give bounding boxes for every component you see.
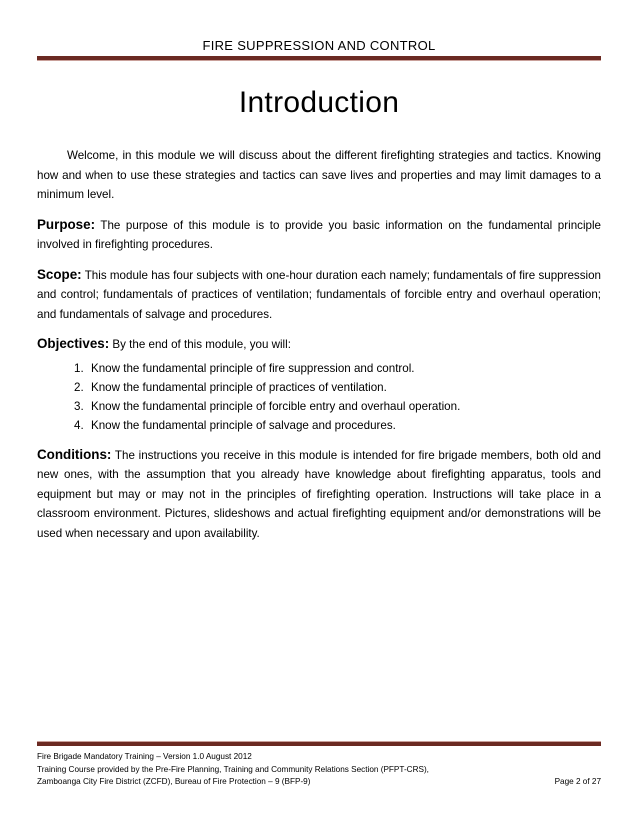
conditions-text: The instructions you receive in this module is intended for fire brigade members, both old and new ones, with the assumption that you already have knowledge about firefighting apparatus, tools and equipment but may or may not in the principles of firefighting operation. Instructions will take place in a classroom environment. Pictures, slideshows and actual firefighting equipment and/or demonstrations will be used when necessary and upon availability. — [37, 448, 601, 540]
list-item-text: Know the fundamental principle of fire suppression and control. — [91, 361, 415, 375]
list-item-text: Know the fundamental principle of salvage and procedures. — [91, 418, 396, 432]
header-divider — [37, 56, 601, 61]
footer-line-2: Training Course provided by the Pre-Fire Planning, Training and Community Relations Section (PFPT-CRS), — [37, 764, 429, 774]
list-item-text: Know the fundamental principle of forcible entry and overhaul operation. — [91, 399, 461, 413]
conditions-paragraph — [37, 445, 601, 544]
list-number: 3. — [74, 399, 84, 413]
list-item — [37, 397, 601, 416]
purpose-paragraph — [37, 215, 601, 255]
page-title: Introduction — [238, 86, 400, 119]
objectives-list — [37, 359, 601, 435]
purpose-label: Purpose: — [37, 216, 96, 232]
objectives-text: By the end of this module, you will: — [109, 338, 291, 351]
footer-line-1: Fire Brigade Mandatory Training – Version 1.0 August 2012 — [37, 752, 252, 761]
page-number: Page 2 of 27 — [554, 777, 601, 786]
objectives-paragraph — [37, 334, 601, 355]
document-body — [37, 146, 601, 553]
page-footer — [37, 751, 601, 789]
objectives-label: Objectives: — [37, 336, 110, 351]
purpose-text: The purpose of this module is to provide you basic information on the fundamental principle involved in firefighting procedures. — [37, 218, 601, 251]
footer-divider — [37, 741, 601, 746]
running-header: FIRE SUPPRESSION AND CONTROL — [202, 38, 436, 53]
footer-line-3: Zamboanga City Fire District (ZCFD), Bureau of Fire Protection – 9 (BFP-9) — [37, 777, 311, 786]
list-item — [37, 359, 601, 378]
list-item — [37, 416, 601, 435]
list-item-text: Know the fundamental principle of practices of ventilation. — [91, 380, 387, 394]
footer-bottom-row — [37, 776, 601, 789]
list-number: 1. — [74, 361, 84, 375]
intro-paragraph: Welcome, in this module we will discuss about the different firefighting strategies and tactics. Knowing how and when to use these strategies and tactics can save lives and properties and may limit damages to a minimum level. — [37, 149, 601, 201]
scope-text: This module has four subjects with one-hour duration each namely; fundamentals of fire suppression and control; fundamentals of practices of ventilation; fundamentals of forcible entry and overhaul operation; and fundamentals of salvage and procedures. — [37, 268, 601, 321]
list-number: 4. — [74, 418, 84, 432]
list-number: 2. — [74, 380, 84, 394]
scope-label: Scope: — [37, 266, 82, 282]
list-item — [37, 378, 601, 397]
conditions-label: Conditions: — [37, 446, 112, 462]
scope-paragraph — [37, 265, 601, 325]
